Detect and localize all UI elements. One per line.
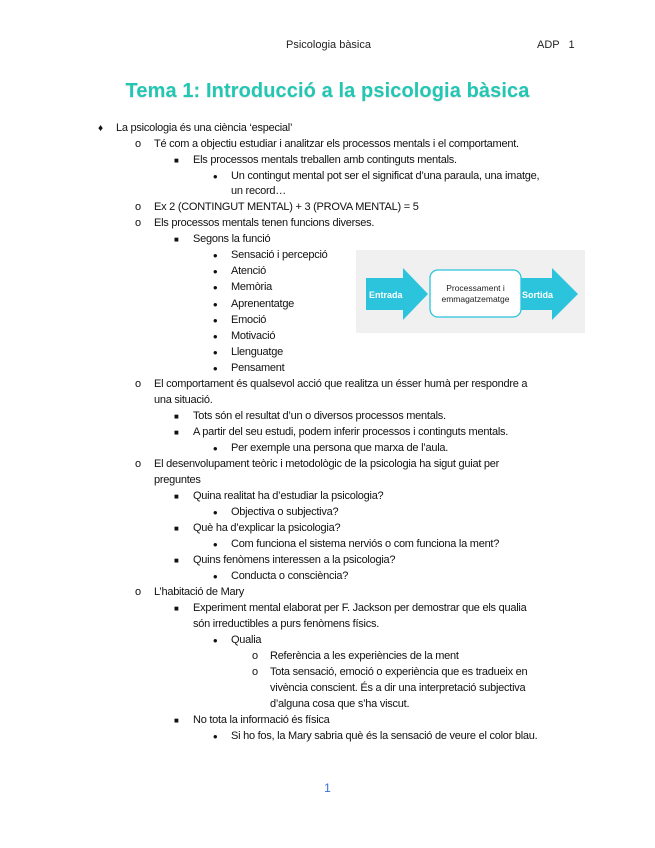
text-line: Quins fenòmens interessen a la psicologia? bbox=[193, 554, 396, 566]
bullet-circle: o bbox=[135, 458, 142, 470]
bullet-dot: • bbox=[213, 633, 218, 648]
text-line: Si ho fos, la Mary sabria què és la sensació de veure el color blau. bbox=[231, 730, 538, 742]
text-line: d’alguna cosa que s’ha viscut. bbox=[270, 698, 410, 710]
text-line: Atenció bbox=[231, 265, 266, 277]
text-line: El desenvolupament teòric i metodològic de la psicologia ha sigut guiat per bbox=[154, 458, 500, 470]
text-line: Els processos mentals tenen funcions diverses. bbox=[154, 217, 375, 229]
text-line: Els processos mentals treballen amb continguts mentals. bbox=[193, 154, 457, 166]
text-line: Referència a les experiències de la ment bbox=[270, 650, 459, 662]
text-line: Memòria bbox=[231, 281, 273, 293]
bullet-circle: o bbox=[135, 217, 142, 229]
text-line: preguntes bbox=[154, 474, 201, 486]
text-line: L’habitació de Mary bbox=[154, 586, 245, 598]
text-line: No tota la informació és física bbox=[193, 714, 330, 726]
bullet-square: ■ bbox=[174, 428, 179, 437]
bullet-circle: o bbox=[135, 201, 142, 213]
bullet-square: ■ bbox=[174, 156, 179, 165]
bullet-square: ■ bbox=[174, 235, 179, 244]
bullet-circle: o bbox=[252, 650, 259, 662]
text-line: Emoció bbox=[231, 314, 267, 326]
text-line: Motivació bbox=[231, 330, 276, 342]
text-line: Llenguatge bbox=[231, 346, 283, 358]
text-line: Tota sensació, emoció o experiència que es tradueix en bbox=[270, 666, 528, 678]
process-label-line1: Processament i bbox=[446, 283, 505, 293]
text-line: A partir del seu estudi, podem inferir processos i continguts mentals. bbox=[193, 426, 509, 438]
bullet-square: ■ bbox=[174, 492, 179, 501]
bullet-dot: • bbox=[213, 345, 218, 360]
text-line: vivència conscient. És a dir una interpretació subjectiva bbox=[270, 682, 526, 694]
bullet-dot: • bbox=[213, 264, 218, 279]
header-title: Psicologia bàsica bbox=[286, 39, 371, 51]
process-diagram bbox=[356, 250, 585, 333]
text-line: Té com a objectiu estudiar i analitzar els processos mentals i el comportament. bbox=[154, 138, 519, 150]
text-line: El comportament és qualsevol acció que realitza un ésser humà per respondre a bbox=[154, 378, 528, 390]
text-line: La psicologia és una ciència ‘especial’ bbox=[116, 122, 293, 134]
text-line: Experiment mental elaborat per F. Jackson per demostrar que els qualia bbox=[193, 602, 527, 614]
text-line: Quina realitat ha d’estudiar la psicologia? bbox=[193, 490, 384, 502]
bullet-square: ■ bbox=[174, 604, 179, 613]
bullet-dot: • bbox=[213, 280, 218, 295]
header-right: ADP 1 bbox=[537, 39, 575, 51]
bullet-square: ■ bbox=[174, 716, 179, 725]
text-line: Tots són el resultat d’un o diversos processos mentals. bbox=[193, 410, 446, 422]
page-title: Tema 1: Introducció a la psicologia bàsica bbox=[125, 80, 530, 102]
output-label: Sortida bbox=[522, 290, 554, 300]
text-line: Sensació i percepció bbox=[231, 249, 328, 261]
bullet-diamond: ♦ bbox=[98, 123, 104, 134]
bullet-dot: • bbox=[213, 329, 218, 344]
text-line: Ex 2 (CONTINGUT MENTAL) + 3 (PROVA MENTAL) = 5 bbox=[154, 201, 419, 213]
bullet-circle: o bbox=[135, 378, 142, 390]
page-number: 1 bbox=[324, 781, 331, 795]
text-line: Pensament bbox=[231, 362, 285, 374]
bullet-dot: • bbox=[213, 248, 218, 263]
process-diagram-svg bbox=[356, 250, 585, 333]
text-line: Qualia bbox=[231, 634, 262, 646]
bullet-dot: • bbox=[213, 297, 218, 312]
bullet-dot: • bbox=[213, 169, 218, 184]
text-line: Què ha d’explicar la psicologia? bbox=[193, 522, 341, 534]
text-line: Per exemple una persona que marxa de l’aula. bbox=[231, 442, 449, 454]
bullet-dot: • bbox=[213, 313, 218, 328]
bullet-square: ■ bbox=[174, 524, 179, 533]
bullet-square: ■ bbox=[174, 556, 179, 565]
bullet-dot: • bbox=[213, 505, 218, 520]
bullet-circle: o bbox=[135, 138, 142, 150]
bullet-circle: o bbox=[135, 586, 142, 598]
bullet-dot: • bbox=[213, 729, 218, 744]
text-line: Objectiva o subjectiva? bbox=[231, 506, 339, 518]
bullet-dot: • bbox=[213, 441, 218, 456]
text-line: Un contingut mental pot ser el significat d’una paraula, una imatge, bbox=[231, 170, 540, 182]
process-label-line2: emmagatzematge bbox=[441, 294, 510, 304]
text-line: un record… bbox=[231, 185, 286, 197]
text-line: Conducta o consciència? bbox=[231, 570, 349, 582]
bullet-circle: o bbox=[252, 666, 259, 678]
text-line: Segons la funció bbox=[193, 233, 271, 245]
text-line: Com funciona el sistema nerviós o com funciona la ment? bbox=[231, 538, 500, 550]
text-line: Aprenentatge bbox=[231, 298, 295, 310]
bullet-square: ■ bbox=[174, 412, 179, 421]
bullet-dot: • bbox=[213, 569, 218, 584]
input-label: Entrada bbox=[369, 290, 403, 300]
bullet-dot: • bbox=[213, 537, 218, 552]
text-line: una situació. bbox=[154, 394, 213, 406]
bullet-dot: • bbox=[213, 361, 218, 376]
text-line: són irreductibles a purs fenòmens físics. bbox=[193, 618, 380, 630]
